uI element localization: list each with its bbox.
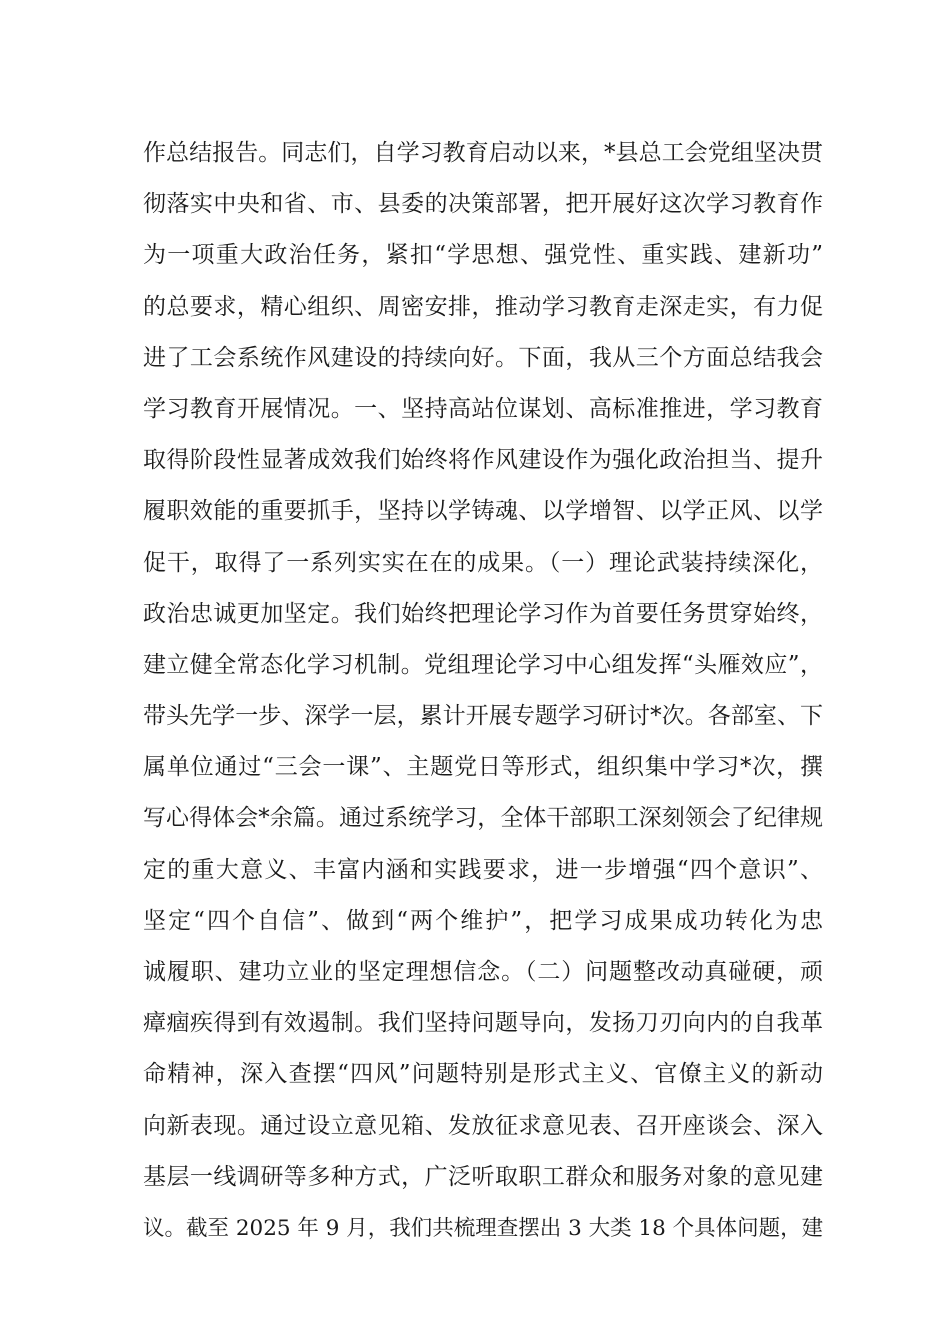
- text-line: 带头先学一步、深学一层，累计开展专题学习研讨*次。各部室、下: [143, 703, 823, 730]
- text-line: 进了工会系统作风建设的持续向好。下面，我从三个方面总结我会: [143, 344, 823, 371]
- text-line: 向新表现。通过设立意见箱、发放征求意见表、召开座谈会、深入: [143, 1112, 823, 1139]
- text-line: 属单位通过“三会一课”、主题党日等形式，组织集中学习*次，撰: [143, 754, 823, 781]
- text-line: 坚定“四个自信”、做到“两个维护”，把学习成果成功转化为忠: [143, 907, 823, 934]
- text-line: 命精神，深入查摆“四风”问题特别是形式主义、官僚主义的新动: [143, 1061, 823, 1088]
- text-line: 的总要求，精心组织、周密安排，推动学习教育走深走实，有力促: [143, 293, 823, 320]
- text-line: 作总结报告。同志们，自学习教育启动以来，*县总工会党组坚决贯: [143, 140, 823, 166]
- text-line: 建立健全常态化学习机制。党组理论学习中心组发挥“头雁效应”，: [143, 651, 823, 678]
- text-line: 诚履职、建功立业的坚定理想信念。（二）问题整改动真碰硬，顽: [143, 959, 823, 985]
- text-line: 取得阶段性显著成效我们始终将作风建设作为强化政治担当、提升: [143, 447, 823, 474]
- text-line: 议。截至 2025 年 9 月，我们共梳理查摆出 3 大类 18 个具体问题，建: [143, 1215, 824, 1241]
- text-line: 写心得体会*余篇。通过系统学习，全体干部职工深刻领会了纪律规: [143, 805, 823, 832]
- text-line: 彻落实中央和省、市、县委的决策部署，把开展好这次学习教育作: [143, 191, 823, 218]
- body-text: [143, 128, 823, 1254]
- text-line: 政治忠诚更加坚定。我们始终把理论学习作为首要任务贯穿始终，: [143, 600, 823, 627]
- text-line: 瘴痼疾得到有效遏制。我们坚持问题导向，发扬刀刃向内的自我革: [143, 1010, 823, 1037]
- text-line: 学习教育开展情况。一、坚持高站位谋划、高标准推进，学习教育: [143, 395, 823, 422]
- text-line: 基层一线调研等多种方式，广泛听取职工群众和服务对象的意见建: [143, 1163, 823, 1190]
- text-line: 促干，取得了一系列实实在在的成果。（一）理论武装持续深化，: [143, 549, 823, 576]
- text-line: 为一项重大政治任务，紧扣“学思想、强党性、重实践、建新功”: [143, 242, 823, 269]
- text-line: 定的重大意义、丰富内涵和实践要求，进一步增强“四个意识”、: [143, 856, 823, 883]
- text-line: 履职效能的重要抓手，坚持以学铸魂、以学增智、以学正风、以学: [143, 498, 823, 525]
